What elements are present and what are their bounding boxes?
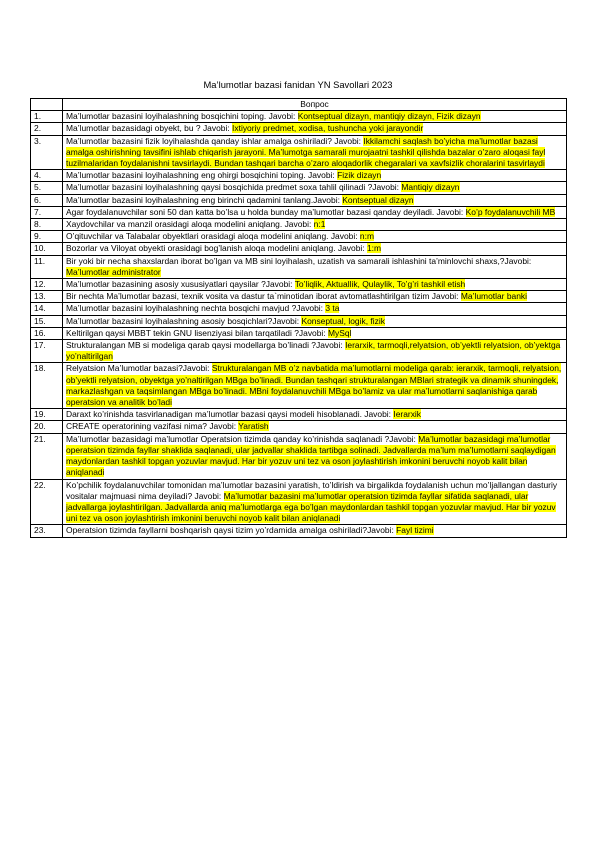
- question-text: Daraxt ko’rinishda tasvirlanadigan ma’lumotlar bazasi qaysi modeli hisoblanadi. Javobi:: [66, 409, 394, 420]
- table-row: [31, 111, 567, 123]
- table-row: [31, 255, 567, 278]
- answer-highlight: Kontseptual dizayn: [342, 194, 414, 205]
- answer-highlight: MySql: [328, 327, 352, 338]
- table-row: [31, 315, 567, 327]
- answer-highlight: Ma’lumotlar banki: [460, 291, 527, 302]
- questions-table: [30, 98, 567, 538]
- answer-highlight: 1:m: [366, 243, 382, 254]
- answer-highlight: Fayl tizimi: [396, 525, 434, 536]
- answer-highlight: 3 ta: [325, 303, 340, 314]
- answer-highlight: To’liqlik, Aktuallik, Qulaylik, To’g’ri tashkil etish: [294, 279, 466, 290]
- question-number: 22.: [31, 479, 63, 525]
- question-text: Bir nechta Ma’lumotlar bazasi, texnik vosita va dastur ta`minotidan iborat avtomatlashtirilgan tizim Javobi:: [66, 291, 461, 302]
- question-text: Bir yoki bir necha shaxslardan iborat bo’lgan va MB sini loyihalash, uzatish va samarali ishlashini ta’minlovchi shaxs,?Javobi:: [66, 255, 532, 266]
- question-number: 15.: [31, 315, 63, 327]
- answer-highlight: Konseptual, logik, fizik: [301, 315, 385, 326]
- table-row: [31, 135, 567, 170]
- question-number: 9.: [31, 231, 63, 243]
- question-cell: [63, 479, 567, 525]
- question-number: 7.: [31, 206, 63, 218]
- question-cell: [63, 409, 567, 421]
- answer-highlight: Yaratish: [238, 421, 269, 432]
- answer-highlight: Ixtiyoriy predmet, xodisa, tushuncha yoki jarayondir: [232, 123, 424, 134]
- question-number: 3.: [31, 135, 63, 170]
- table-row: [31, 340, 567, 363]
- question-cell: [63, 194, 567, 206]
- table-row: [31, 363, 567, 409]
- question-text: Ma’lumotlar bazasini loyihalashning nechta bosqichi mavjud ?Javobi:: [66, 303, 326, 314]
- answer-highlight: Mantiqiy dizayn: [401, 182, 460, 193]
- question-text: Ma’lumotlar bazasini loyihalashning eng ohirgi bosqichini toping. Javobi:: [66, 170, 338, 181]
- table-row: [31, 194, 567, 206]
- answer-highlight: Ma’lumotlar bazasidagi ma’lumotlar operatsion tizimda fayllar shaklida saqlanadi, ular jadvallar shaklida tartibga solinadi. Jadvallarda ma’lum ma’lumotlarni saqlaydigan maydonlardan tashkil topgan yozuvlar mavjud. Har bir yozuv uni tez va oson joylashtirish imkonini beruvchi noyob kalit bilan aniqlanadi: [66, 433, 556, 478]
- table-row: [31, 409, 567, 421]
- question-cell: [63, 327, 567, 339]
- question-text: Ma’lumotlar bazasidagi ma’lumotlar Operatsion tizimda qanday ko’rinishda saqlanadi ?Javobi:: [66, 433, 419, 444]
- question-text: Ma’lumotlar bazasini loyihalashning eng birinchi qadamini tanlang.Javobi:: [66, 194, 343, 205]
- question-cell: [63, 421, 567, 433]
- table-row: [31, 206, 567, 218]
- table-row: [31, 421, 567, 433]
- answer-highlight: Ierarxik, tarmoqli,relyatsion, ob’yektli relyatsion, ob’yektga yo’naltirilgan: [66, 340, 561, 362]
- answer-highlight: Kontseptual dizayn, mantiqiy dizayn, Fizik dizayn: [297, 111, 481, 122]
- answer-highlight: Ikkilamchi saqlash bo’yicha ma’lumotlar bazasi amalga oshirishning tavsifini ishlab chiqarish jarayoni. Ma’lumotga samarali murojaatni tashkil qilishda bazalar o’zaro aloqasi fayl tuzilmalaridan foydalanishni tavsirlaydi. Bundan tashqari barcha o’zaro aloqadorlik chegaralari va xavfsizlik choralarini tasvirlaydi: [66, 135, 546, 169]
- header-number-cell: [31, 99, 63, 111]
- question-number: 19.: [31, 409, 63, 421]
- answer-highlight: n:m: [359, 231, 374, 242]
- question-number: 1.: [31, 111, 63, 123]
- question-cell: [63, 182, 567, 194]
- question-text: Agar foydalanuvchilar soni 50 dan katta bo’lsa u holda bunday ma’lumotlar bazasi qanday deyiladi. Javobi:: [66, 206, 466, 217]
- question-cell: [63, 340, 567, 363]
- question-cell: [63, 303, 567, 315]
- question-number: 16.: [31, 327, 63, 339]
- question-number: 10.: [31, 243, 63, 255]
- header-question-cell: Вопрос: [63, 99, 567, 111]
- question-number: 8.: [31, 219, 63, 231]
- answer-highlight: n:1: [313, 219, 326, 230]
- question-cell: [63, 206, 567, 218]
- question-number: 23.: [31, 525, 63, 537]
- table-row: [31, 303, 567, 315]
- question-cell: [63, 123, 567, 135]
- question-text: Ma’lumotlar bazasini loyihalashning bosqichini toping. Javobi:: [66, 111, 298, 122]
- question-text: Xaydovchilar va manzil orasidagi aloqa modelini aniqlang. Javobi:: [66, 219, 314, 230]
- table-row: [31, 219, 567, 231]
- answer-highlight: Strukturalangan MB o’z navbatida ma’lumotlarni modeliga qarab: ierarxik, tarmoqli, relyatsion, ob’yektli relyatsion, obyektga yo’naltirilgan MBga bo’linadi. Bundan tashqari strukturalangan MBlari strategik va dinamik shuningdek, markazlashgan va taqsimlangan MBga bo’linadi. MBni foydalanuvchili MBga bo’lamiz va ular ma’lumotlarni saqlanishiga qarab operatsion va analitik bo’ladi: [66, 363, 562, 408]
- question-text: Ko’pchilik foydalanuvchilar tomonidan ma’lumotlar bazasini yaratish, to’ldirish va birgalikda foydalanish uchun mo’ljallangan dasturiy vositalar majmuasi nima deyiladi? Javobi:: [66, 479, 558, 501]
- question-cell: [63, 279, 567, 291]
- question-number: 20.: [31, 421, 63, 433]
- question-text: Bozorlar va Viloyat obyekti orasidagi bog’lanish aloqa modelini aniqlang. Javobi:: [66, 243, 367, 254]
- table-row: [31, 170, 567, 182]
- table-row: [31, 243, 567, 255]
- question-text: Ma’lumotlar bazasining asosiy xususiyatlari qaysilar ?Javobi:: [66, 279, 295, 290]
- question-cell: [63, 525, 567, 537]
- document-title: Ma’lumotlar bazasi fanidan YN Savollari 2023: [203, 79, 393, 90]
- question-cell: [63, 231, 567, 243]
- table-header-row: [31, 99, 567, 111]
- answer-highlight: Ma’lumotlar administrator: [66, 266, 161, 277]
- question-number: 12.: [31, 279, 63, 291]
- table-row: [31, 279, 567, 291]
- question-number: 18.: [31, 363, 63, 409]
- question-cell: [63, 315, 567, 327]
- question-text: Strukturalangan MB si modeliga qarab qaysi modellarga bo’linadi ?Javobi:: [66, 340, 346, 351]
- question-text: Ma’lumotlar bazasini loyihalashning qaysi bosqichida predmet soxa tahlil qilinadi ?Javobi:: [66, 182, 402, 193]
- answer-highlight: Fizik dizayn: [337, 170, 382, 181]
- question-cell: [63, 135, 567, 170]
- question-text: CREATE operatorining vazifasi nima? Javobi:: [66, 421, 239, 432]
- question-cell: [63, 291, 567, 303]
- table-row: [31, 291, 567, 303]
- answer-highlight: Ma’lumotlar bazasini ma’lumotlar operatsion tizimda fayllar sifatida saqlanadi, ular jadvallarga joylashtirilgan. Jadvallarda aniq ma’lumotlarga ega bo’lgan maydonlardan tashkil topgan yozuvlar mavjud. Har bir yozuv uni tez va oson joylashtirish imkonini beruvchi noyob kalit bilan aniqlanadi: [66, 490, 556, 524]
- question-text: Operatsion tizimda fayllarni boshqarish qaysi tizim yo’rdamida amalga oshiriladi?Javobi:: [66, 525, 397, 536]
- table-row: [31, 123, 567, 135]
- question-number: 2.: [31, 123, 63, 135]
- question-text: Keltirilgan qaysi MBBT tekin GNU lisenziyasi bilan tarqatiladi ?Javobi:: [66, 327, 328, 338]
- question-number: 6.: [31, 194, 63, 206]
- table-row: [31, 231, 567, 243]
- question-text: Ma’lumotlar bazasidagi obyekt, bu ? Javobi:: [66, 123, 233, 134]
- table-row: [31, 182, 567, 194]
- question-number: 17.: [31, 340, 63, 363]
- table-row: [31, 327, 567, 339]
- table-row: [31, 525, 567, 537]
- question-cell: [63, 255, 567, 278]
- question-number: 4.: [31, 170, 63, 182]
- question-text: Ma’lumotlar bazasini fizik loyihalashda qanday ishlar amalga oshiriladi? Javobi:: [66, 135, 364, 146]
- question-text: O’qituvchilar va Talabalar obyektlari orasidagi aloqa modelini aniqlang. Javobi:: [66, 231, 360, 242]
- table-row: [31, 433, 567, 479]
- answer-highlight: Ierarxik: [393, 409, 422, 420]
- question-number: 11.: [31, 255, 63, 278]
- question-cell: [63, 219, 567, 231]
- question-cell: [63, 111, 567, 123]
- question-cell: [63, 170, 567, 182]
- question-text: Ma’lumotlar bazasini loyihalashning asosiy bosqichlari?Javobi:: [66, 315, 302, 326]
- question-number: 13.: [31, 291, 63, 303]
- table-row: [31, 479, 567, 525]
- question-number: 21.: [31, 433, 63, 479]
- question-cell: [63, 243, 567, 255]
- question-text: Relyatsion Ma’lumotlar bazasi?Javobi:: [66, 363, 212, 374]
- question-number: 5.: [31, 182, 63, 194]
- question-number: 14.: [31, 303, 63, 315]
- question-cell: [63, 363, 567, 409]
- question-cell: [63, 433, 567, 479]
- answer-highlight: Ko’p foydalanuvchili MB: [465, 206, 556, 217]
